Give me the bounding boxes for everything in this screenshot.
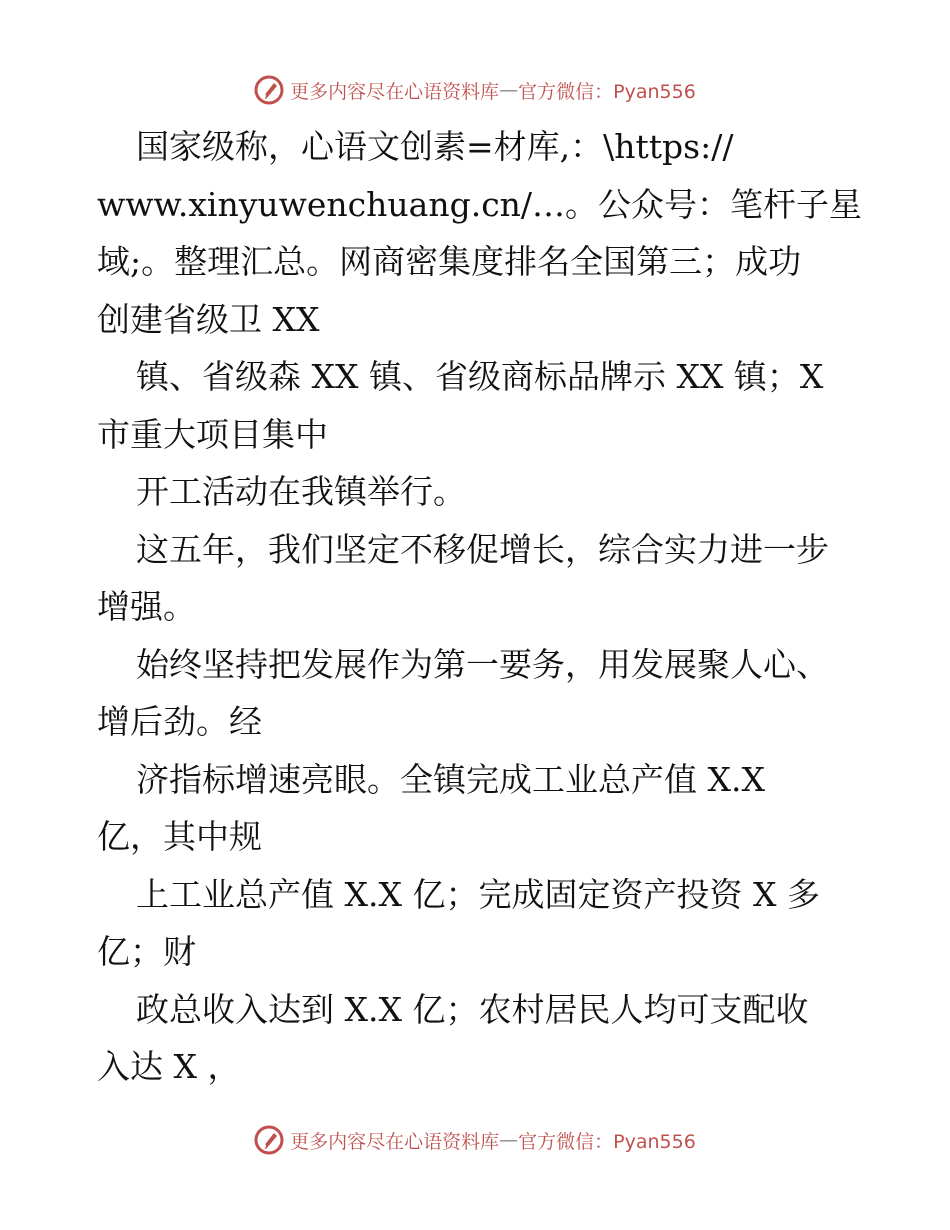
text-line: 这五年，我们坚定不移促增长，综合实力进一步 <box>136 529 829 569</box>
banner-text: 更多内容尽在心语资料库 <box>290 80 500 103</box>
text-line: 开工活动在我镇举行。 <box>136 472 466 511</box>
text-line: 政总收入达到 X.X 亿；农村居民人均可支配收 <box>136 989 809 1029</box>
banner-text: 更多内容尽在心语资料库 <box>290 1130 500 1153</box>
text-line: 镇、省级森 XX 镇、省级商标品牌示 XX 镇；X <box>136 357 824 396</box>
text-line: 增后劲。经 <box>97 702 262 741</box>
text-line: 济指标增速亮眼。全镇完成工业总产值 X.X <box>136 759 765 799</box>
text-line: www.xinyuwenchuang.cn/…。公众号：笔杆子星 <box>97 184 863 224</box>
text-line: 创建省级卫 XX <box>97 299 320 339</box>
text-line: 上工业总产值 X.X 亿；完成固定资产投资 X 多 <box>136 874 820 914</box>
text-line: 域;。整理汇总。网商密集度排名全国第三；成功 <box>97 242 802 281</box>
text-line: 市重大项目集中 <box>97 414 328 454</box>
pen-logo-icon <box>254 1125 284 1155</box>
document-body <box>97 118 877 1096</box>
banner-contact: 官方微信：Pyan556 <box>518 80 696 103</box>
text-line: 亿；财 <box>97 932 196 971</box>
banner-contact: 官方微信：Pyan556 <box>518 1130 696 1153</box>
pen-logo-icon <box>254 75 284 105</box>
text-line: 增强。 <box>97 587 196 626</box>
header-banner <box>0 72 950 108</box>
text-line: 亿，其中规 <box>97 817 262 856</box>
text-line: 国家级称，心语文创素=材库,：\https:// <box>136 127 734 166</box>
text-line: 入达 X ， <box>97 1047 241 1086</box>
banner-separator: — <box>499 79 519 101</box>
footer-banner <box>0 1122 950 1158</box>
text-line: 始终坚持把发展作为第一要务，用发展聚人心、 <box>136 644 829 684</box>
banner-separator: — <box>499 1129 519 1151</box>
